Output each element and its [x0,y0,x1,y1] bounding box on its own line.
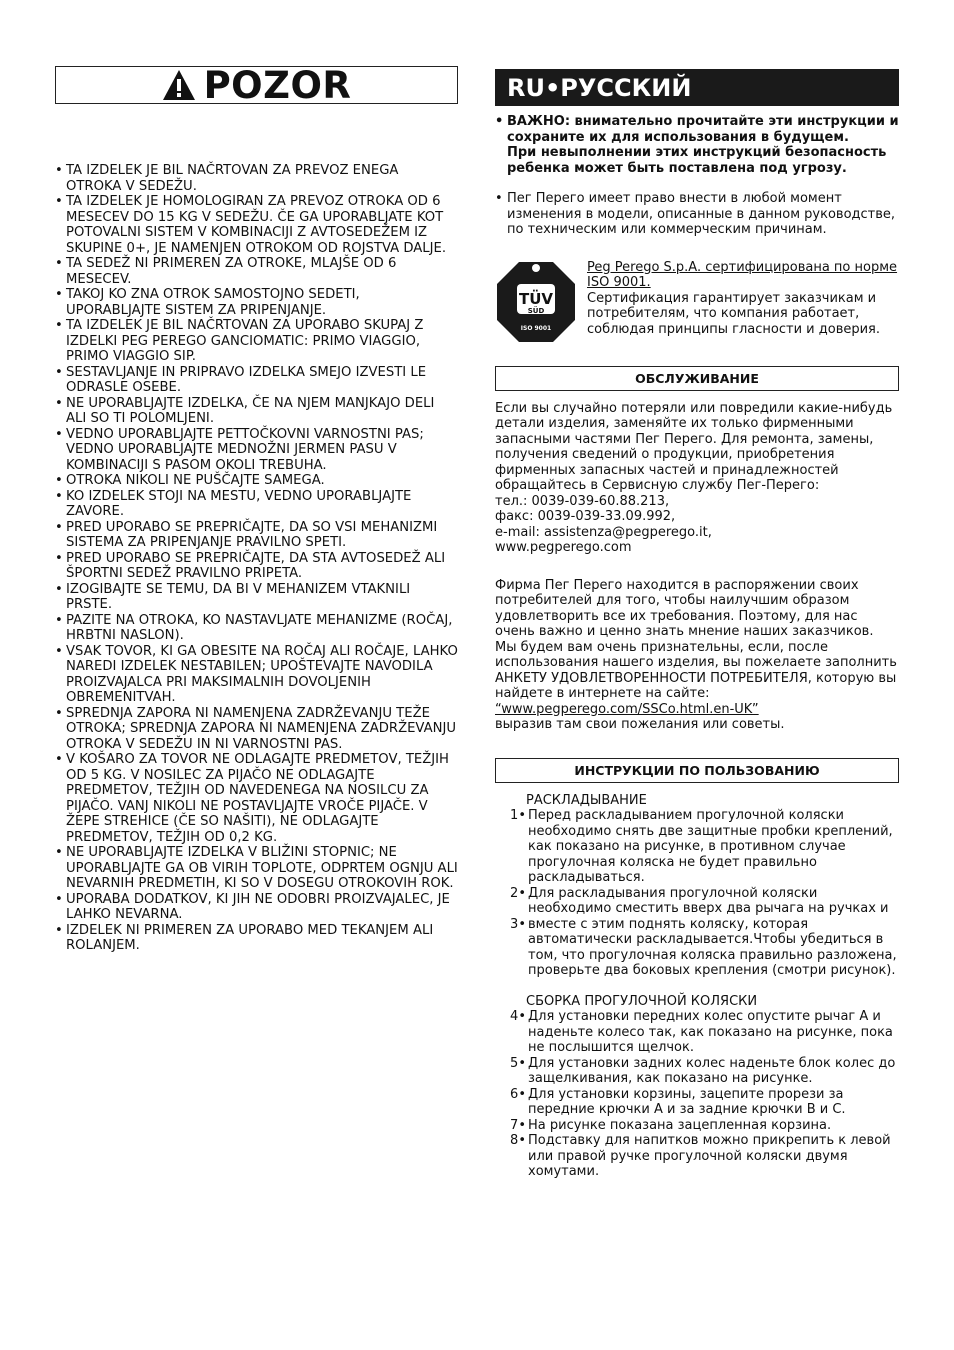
step-text: Подставку для напитков можно прикрепить к левой или правой ручке прогулочной коляски двумя хомутами. [528,1133,891,1179]
step-number-label: 2• [510,885,526,901]
certification-text [587,260,899,344]
instruction-step [495,808,899,886]
step-number-label: 7• [510,1117,526,1133]
important-text: ВАЖНО: внимательно прочитайте эти инструкции и сохраните их для использования в будущем. При невыполнении этих инструкций безопасность ребенка может быть поставлена под угрозу. [507,114,899,176]
warning-item: • IZOGIBAJTE SE TEMU, DA BI V MEHANIZEM VTAKNILI PRSTE. [55,582,458,613]
tuv-sud-logo-icon [495,260,577,344]
feedback-text: Фирма Пег Перего находится в распоряжении своих потребителей для того, чтобы наилучшим образом удовлетворить все их требования. Поэтому, для нас очень важно и ценно знать мнение наших заказчиков. Мы будем вам очень признательны, если, после использования нашего изделия, вы пожелаете заполнить АНКЕТУ УДОВЛЕТВОРЕННОСТИ ПОТРЕБИТЕЛЯ, которую вы найдете в интернете на сайте: [495,577,897,701]
step-number [495,1087,526,1118]
warning-item: • OTROKA NIKOLI NE PUŠČAJTE SAMEGA. [55,473,458,489]
step-number [495,808,526,886]
instruction-step [495,1118,899,1134]
warning-header [55,63,458,107]
step-number [495,1133,526,1180]
warning-item: • IZDELEK NI PRIMEREN ZA UPORABO MED TEKANJEM ALI ROLANJEM. [55,923,458,954]
step-number [495,886,526,917]
step-text: Для раскладывания прогулочной коляски необходимо сместить вверх два рычага на ручках и [528,885,889,916]
warning-item: • TA SEDEŽ NI PRIMEREN ZA OTROKE, MLAJŠE OD 6 MESECEV. [55,256,458,287]
certification-description: Сертификация гарантирует заказчикам и потребителям, что компания работает, соблюдая принципы гласности и доверия. [587,290,881,337]
warning-item: • KO IZDELEK STOJI NA MESTU, VEDNO UPORABLJAJTE ZAVORE. [55,489,458,520]
warning-item: • VSAK TOVOR, KI GA OBESITE NA ROČAJ ALI ROČAJE, LAHKO NAREDI IZDELEK NESTABILEN; UPOŠTEVAJTE NAVODILA PROIZVAJALCA PRI MAKSIMALNIH DOVOLJENIH OBREMENITVAH. [55,644,458,706]
warning-item: • SPREDNJA ZAPORA NI NAMENJENA ZADRŽEVANJU TEŽE OTROKA; SPREDNJA ZAPORA NI NAMENJENA ZADRŽEVANJU OTROKA V SEDEŽU IN NI VARNOSTNI PAS. [55,706,458,753]
unfold-steps [495,808,899,979]
warning-title: POZOR [203,63,352,107]
step-number [495,1118,526,1134]
step-number [495,1056,526,1087]
certification-block [495,260,899,344]
step-number-label: 5• [510,1055,526,1071]
step-number [495,917,526,979]
instruction-step [495,886,899,917]
certification-link[interactable]: Peg Perego S.p.A. сертифицирована по норме ISO 9001. [587,259,898,290]
warning-item: • PRED UPORABO SE PREPRIČAJTE, DA SO VSI MEHANIZMI SISTEMA ZA PRIPENJANJE PRAVILNO SPETI. [55,520,458,551]
bullet: • [495,191,503,206]
usage-section-title: ИНСТРУКЦИИ ПО ПОЛЬЗОВАНИЮ [495,758,899,783]
step-text: Для установки корзины, зацепите прорези за передние крючки А и за задние крючки В и С. [528,1086,846,1117]
warning-item: • VEDNO UPORABLJAJTE PETTOČKOVNI VARNOSTNI PAS; VEDNO UPORABLJAJTE MEDNOŽNI JERMEN PASU V KOMBINACIJI S PASOM OKOLI TREBUHA. [55,427,458,474]
step-text: вместе с этим поднять коляску, которая автоматически раскладывается.Чтобы убедиться в том, что прогулочная коляска правильно разложена, проверьте два боковых крепления (смотри рисунок). [528,916,897,978]
warning-item: • SESTAVLJANJE IN PRIPRAVO IZDELKA SMEJO IZVESTI LE ODRASLE OSEBE. [55,365,458,396]
iso-text: ISO 9001 [520,324,552,332]
instruction-step [495,1133,899,1180]
step-text: Перед раскладыванием прогулочной коляски необходимо снять две защитные пробки креплений, как показано на рисунке, в противном случае прогулочная коляска не будет правильно раскладываться. [528,808,893,885]
step-number [495,1009,526,1056]
step-number-label: 8• [510,1133,526,1148]
step-number-label: 1• [510,808,526,823]
assembly-instructions [495,994,899,1180]
instruction-step [495,917,899,979]
step-text: Для установки передних колес опустите рычаг А и наденьте колесо так, как показано на рисунке, пока не послышится щелчок. [528,1009,893,1055]
important-notice [495,114,899,176]
warning-item: • PRED UPORABO SE PREPRIČAJTE, DA STA AVTOSEDEŽ ALI ŠPORTNI SEDEŽ PRAVILNO PRIPETA. [55,551,458,582]
warning-item: • UPORABA DODATKOV, KI JIH NE ODOBRI PROIZVAJALEC, JE LAHKO NEVARNA. [55,892,458,923]
warning-item: • TA IZDELEK JE HOMOLOGIRAN ZA PREVOZ OTROKA OD 6 MESECEV DO 15 KG V SEDEŽU. ČE GA UPORABLJATE KOT POTOVALNI SISTEM V KOMBINACIJI Z AVTOSEDEŽEM IZ SKUPINE 0+, JE NAMENJEN OTROKOM OD ROJSTVA DALJE. [55,194,458,256]
warning-item: • TA IZDELEK JE BIL NAČRTOVAN ZA UPORABO SKUPAJ Z IZDELKI PEG PEREGO GANCIOMATIC: PRIMO VIAGGIO, PRIMO VIAGGIO SIP. [55,318,458,365]
sud-text: SÜD [527,306,545,315]
warning-triangle-icon [162,69,196,101]
warning-item: • TAKOJ KO ZNA OTROK SAMOSTOJNO SEDETI, UPORABLJAJTE SISTEM ZA PRIPENJANJE. [55,287,458,318]
warning-item: • V KOŠARO ZA TOVOR NE ODLAGAJTE PREDMETOV, TEŽJIH OD 5 KG. V NOSILEC ZA PIJAČO NE ODLAGAJTE PREDMETOV, TEŽJIH OD NAVEDENEGA NA NOSILCU ZA PIJAČO. VANJ NIKOLI NE POSTAVLJAJTE VROČE PIJAČE. V ŽEPE STREHICE (ČE SO NAŠITI), NE ODLAGAJTE PREDMETOV, TEŽJIH OD 0,2 KG. [55,752,458,845]
step-text: Для установки задних колес наденьте блок колес до защелкивания, как показано на рисунке. [528,1055,896,1086]
step-number-label: 6• [510,1086,526,1102]
step-number-label: 4• [510,1009,526,1024]
assembly-steps [495,1009,899,1180]
step-number-label: 3• [510,916,526,932]
warning-item: • TA IZDELEK JE BIL NAČRTOVAN ZA PREVOZ ENEGA OTROKA V SEDEŽU. [55,163,458,194]
feedback-end: выразив там свои пожелания или советы. [495,717,785,732]
instruction-step [495,1009,899,1056]
tuv-text: TÜV [518,289,554,308]
assembly-subtitle: СБОРКА ПРОГУЛОЧНОЙ КОЛЯСКИ [526,993,758,1009]
rights-note [495,191,899,238]
warning-list [55,163,458,954]
bullet: • [495,114,504,129]
instruction-step [495,1087,899,1118]
warning-item: • PAZITE NA OTROKA, KO NASTAVLJATE MEHANIZME (ROČAJ, HRBTNI NASLON). [55,613,458,644]
warning-item: • NE UPORABLJAJTE IZDELKA, ČE NA NJEM MANJKAJO DELI ALI SO TI POLOMLJENI. [55,396,458,427]
step-text: На рисунке показана зацепленная корзина. [528,1117,832,1133]
instruction-step [495,1056,899,1087]
service-section-title: ОБСЛУЖИВАНИЕ [495,366,899,391]
service-text: Если вы случайно потеряли или повредили какие-нибудь детали изделия, заменяйте их только фирменными запасными частями Пег Перего. Для ремонта, замены, получения сведений о продукции, приобретения фирменных запасных частей и принадлежностей обращайтесь в Сервисную службу Пег-Перего: тел.: 0039-039-60.88.213, факс: 0039-039-33.09.992, e-mail: assistenza@pegperego.it, www.pegperego.com [495,400,893,555]
rights-note-text: Пег Перего имеет право внести в любой момент изменения в модели, описанные в данном руководстве, по техническим или коммерческим причинам. [507,191,896,237]
language-header: RU•РУССКИЙ [495,69,899,106]
unfolding-instructions [495,793,899,979]
russian-column [495,69,899,1180]
feedback-url[interactable]: “www.pegperego.com/SSCo.html.en-UK” [495,701,759,717]
warning-item: • NE UPORABLJAJTE IZDELKA V BLIŽINI STOPNIC; NE UPORABLJAJTE GA OB VIRIH TOPLOTE, ODPRTEM OGNJU ALI NEVARNIH PREDMETIH, KI SO V DOSEGU OTROKOVIH ROK. [55,845,458,892]
unfold-subtitle: РАСКЛАДЫВАНИЕ [526,792,647,808]
warning-column [55,63,458,954]
